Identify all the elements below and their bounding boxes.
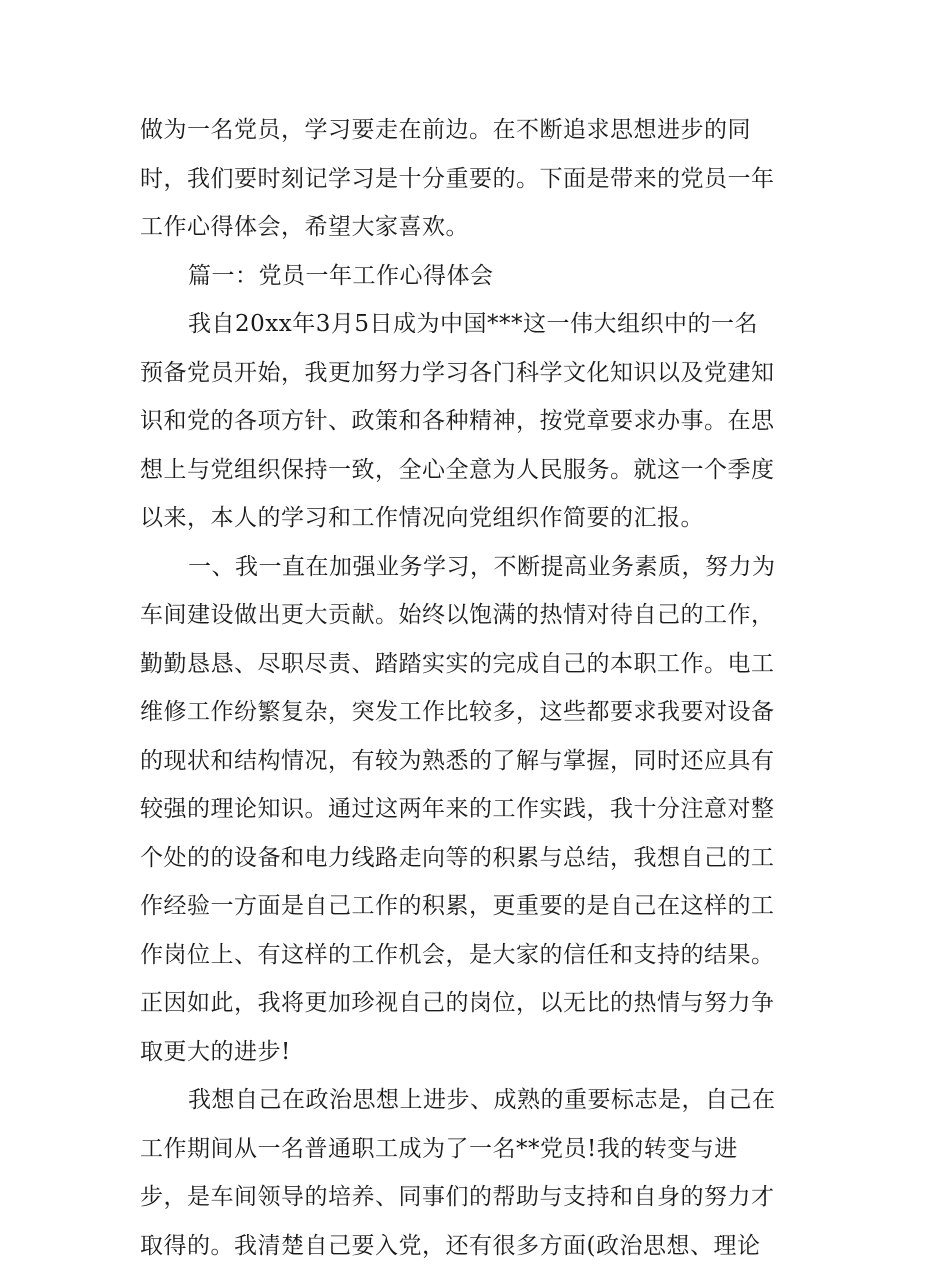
text-line: 工作心得体会，希望大家喜欢。 bbox=[140, 203, 815, 252]
text-line: 个处的的设备和电力线路走向等的积累与总结，我想自己的工 bbox=[140, 834, 815, 883]
text-line: 一、我一直在加强业务学习，不断提高业务素质，努力为 bbox=[140, 543, 815, 592]
text-line: 想上与党组织保持一致，全心全意为人民服务。就这一个季度 bbox=[140, 446, 815, 495]
text-line: 时，我们要时刻记学习是十分重要的。下面是带来的党员一年 bbox=[140, 155, 815, 204]
text-line: 勤勤恳恳、尽职尽责、踏踏实实的完成自己的本职工作。电工 bbox=[140, 640, 815, 689]
text-line: 的现状和结构情况，有较为熟悉的了解与掌握，同时还应具有 bbox=[140, 737, 815, 786]
text-line: 识和党的各项方针、政策和各种精神，按党章要求办事。在思 bbox=[140, 397, 815, 446]
text-line: 取更大的进步! bbox=[140, 1028, 815, 1077]
text-line: 作岗位上、有这样的工作机会，是大家的信任和支持的结果。 bbox=[140, 931, 815, 980]
document-page bbox=[140, 106, 815, 1270]
text-line: 维修工作纷繁复杂，突发工作比较多，这些都要求我要对设备 bbox=[140, 688, 815, 737]
text-line: 步，是车间领导的培养、同事们的帮助与支持和自身的努力才 bbox=[140, 1173, 815, 1222]
text-line: 取得的。我清楚自己要入党，还有很多方面(政治思想、理论 bbox=[140, 1222, 815, 1270]
text-line: 我自20xx年3月5日成为中国***这一伟大组织中的一名 bbox=[140, 300, 815, 349]
text-line: 预备党员开始，我更加努力学习各门科学文化知识以及党建知 bbox=[140, 349, 815, 398]
text-line: 较强的理论知识。通过这两年来的工作实践，我十分注意对整 bbox=[140, 785, 815, 834]
text-line: 车间建设做出更大贡献。始终以饱满的热情对待自己的工作， bbox=[140, 591, 815, 640]
text-line: 做为一名党员，学习要走在前边。在不断追求思想进步的同 bbox=[140, 106, 815, 155]
text-line: 以来，本人的学习和工作情况向党组织作简要的汇报。 bbox=[140, 494, 815, 543]
text-line: 篇一：党员一年工作心得体会 bbox=[140, 252, 815, 301]
text-line: 作经验一方面是自己工作的积累，更重要的是自己在这样的工 bbox=[140, 882, 815, 931]
text-line: 正因如此，我将更加珍视自己的岗位，以无比的热情与努力争 bbox=[140, 979, 815, 1028]
text-line: 我想自己在政治思想上进步、成熟的重要标志是，自己在 bbox=[140, 1076, 815, 1125]
text-line: 工作期间从一名普通职工成为了一名**党员!我的转变与进 bbox=[140, 1125, 815, 1174]
